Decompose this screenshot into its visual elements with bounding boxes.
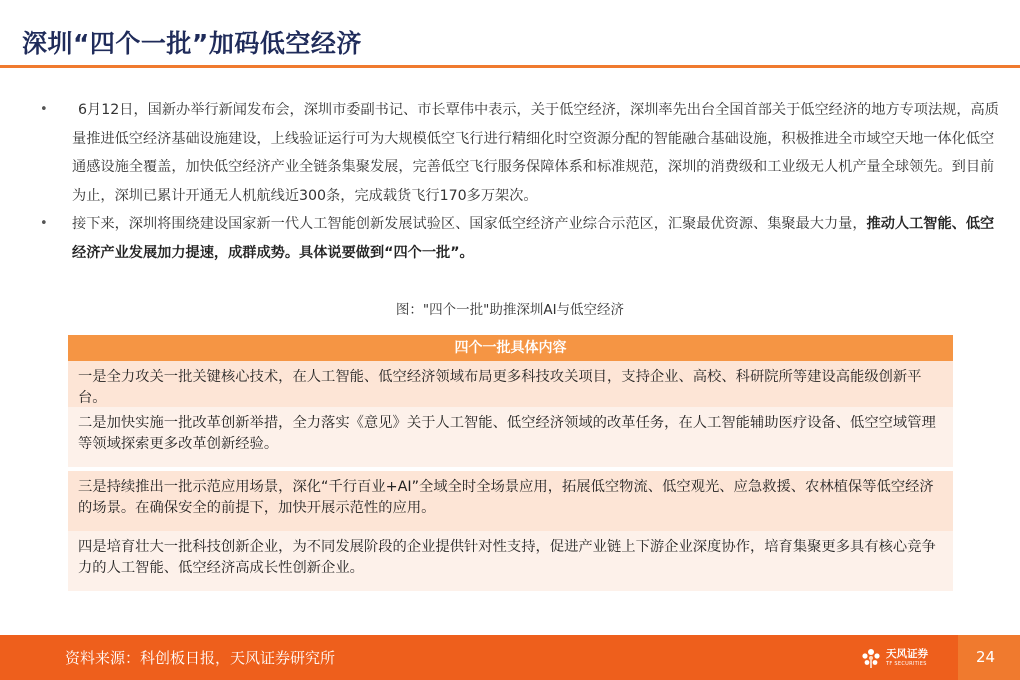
table-row: 二是加快实施一批改革创新举措，全力落实《意见》关于人工智能、低空经济领域的改革任务，在人工智能辅助医疗设备、低空空域管理等领域探索更多改革创新经验。: [68, 407, 953, 467]
bullet-text: 接下来，深圳将围绕建设国家新一代人工智能创新发展试验区、国家低空经济产业综合示范区，汇聚最优资源、集聚最大力量，: [72, 216, 867, 232]
bullet-list: [40, 96, 1005, 267]
table-row: 一是全力攻关一批关键核心技术，在人工智能、低空经济领域布局更多科技攻关项目，支持企业、高校、科研院所等建设高能级创新平台。: [68, 361, 953, 407]
logo-name: 天风证券: [886, 648, 928, 661]
bullet-item: [40, 96, 1005, 210]
content-table: [68, 335, 953, 591]
logo-english: TF SECURITIES: [886, 660, 927, 667]
footer-bar: [0, 635, 1020, 680]
figure-caption: 图："四个一批"助推深圳AI与低空经济: [395, 302, 625, 318]
bullet-text: 6月12日，国新办举行新闻发布会，深圳市委副书记、市长覃伟中表示，关于低空经济，深圳率先出台全国首部关于低空经济的地方专项法规，高质量推进低空经济基础设施建设，上线验证运行可为大规模低空飞行进行精细化时空资源分配的智能融合基础设施，积极推进全市域空天地一体化低空通感设施全覆盖，加快低空经济产业全链条集聚发展，完善低空飞行服务保障体系和标准规范，深圳的消费级和工业级无人机产量全球领先。到目前为止，深圳已累计开通无人机航线近300条，完成载货飞行170多万架次。: [72, 102, 999, 204]
company-logo: [860, 646, 928, 670]
page-title: 深圳“四个一批”加码低空经济: [22, 29, 362, 58]
page-number: 24: [976, 648, 996, 666]
flower-logo-icon: [860, 647, 882, 669]
source-note: 资料来源：科创板日报，天风证券研究所: [65, 649, 336, 667]
bullet-item: [40, 210, 1005, 267]
title-divider: [0, 65, 1020, 68]
bullet-bold-text: 推动人工智能、低空经济产业发展加力提速，成群成势。具体说要做到“四个一批”。: [72, 216, 995, 261]
table-row: 四是培育壮大一批科技创新企业，为不同发展阶段的企业提供针对性支持，促进产业链上下游企业深度协作，培育集聚更多具有核心竞争力的人工智能、低空经济高成长性创新企业。: [68, 531, 953, 591]
table-row: 三是持续推出一批示范应用场景，深化“千行百业+AI”全域全时全场景应用，拓展低空物流、低空观光、应急救援、农林植保等低空经济的场景。在确保安全的前提下，加快开展示范性的应用。: [68, 471, 953, 531]
table-header: 四个一批具体内容: [68, 335, 953, 361]
